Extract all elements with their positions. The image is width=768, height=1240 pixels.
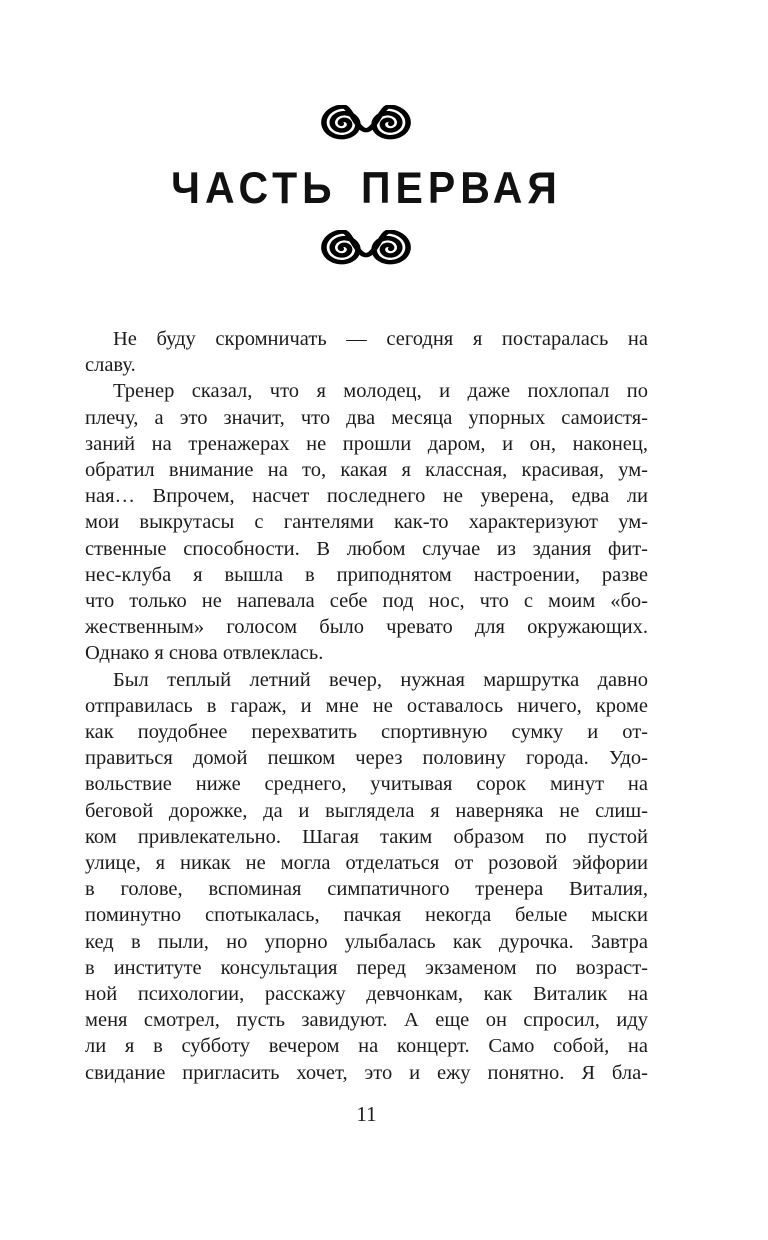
text-line: ли я в субботу вечером на концерт. Само собой, на [85, 1035, 648, 1058]
text-line: беговой дорожке, да и выглядела я наверняка не слиш- [85, 799, 648, 822]
text-line: правиться домой пешком через половину города. Удо- [85, 747, 648, 770]
text-line: плечу, а это значит, что два месяца упорных самоистя- [85, 406, 648, 429]
text-line: нес-клуба я вышла в приподнятом настроении, разве [85, 563, 648, 586]
text-line: ственные способности. В любом случае из здания фит- [85, 537, 648, 560]
body-text [85, 326, 648, 1086]
text-line: в голове, вспоминая симпатичного тренера Виталия, [85, 878, 648, 901]
text-line: как поудобнее перехватить спортивную сумку и от- [85, 721, 648, 744]
text-line: ной психологии, расскажу девчонкам, как Виталик на [85, 983, 648, 1006]
text-line: заний на тренажерах не прошли даром, и он, наконец, [85, 432, 648, 455]
text-line: улице, я никак не могла отделаться от розовой эйфории [85, 852, 648, 875]
text-line: обратил внимание на то, какая я классная, красивая, ум- [85, 459, 648, 482]
text-line: славу. [85, 354, 136, 377]
spiral-ornament-top-icon [320, 105, 412, 142]
text-line: что только не напевала себе под нос, что с моим «бо- [85, 590, 648, 613]
text-line: поминутно спотыкалась, пачкая некогда белые мыски [85, 904, 648, 927]
text-line: в институте консультация перед экзаменом по возраст- [85, 956, 648, 979]
text-line: меня смотрел, пусть завидуют. А еще он спросил, иду [85, 1009, 648, 1032]
text-line: мои выкрутасы с гантелями как-то характеризуют ум- [85, 511, 648, 534]
text-line: ная… Впрочем, насчет последнего не уверена, едва ли [85, 485, 648, 508]
text-line: Тренер сказал, что я молодец, и даже похлопал по [113, 380, 648, 403]
part-heading: ЧАСТЬ ПЕРВАЯ [171, 163, 562, 213]
text-line: ком привлекательно. Шагая таким образом по пустой [85, 825, 648, 848]
text-line: свидание пригласить хочет, это и ежу понятно. Я бла- [85, 1061, 648, 1084]
text-line: отправилась в гараж, и мне не оставалось ничего, кроме [85, 694, 648, 717]
text-line: вольствие ниже среднего, учитывая сорок минут на [85, 773, 648, 796]
page-number: 11 [356, 1102, 377, 1126]
text-line: Был теплый летний вечер, нужная маршрутка давно [113, 668, 648, 691]
text-line: жественным» голосом было чревато для окружающих. [85, 616, 648, 639]
text-line: кед в пыли, но упорно улыбалась как дурочка. Завтра [85, 930, 648, 953]
text-line: Однако я снова отвлеклась. [85, 642, 324, 665]
spiral-ornament-bottom-icon [320, 230, 412, 267]
text-line: Не буду скромничать — сегодня я постаралась на [113, 328, 648, 350]
